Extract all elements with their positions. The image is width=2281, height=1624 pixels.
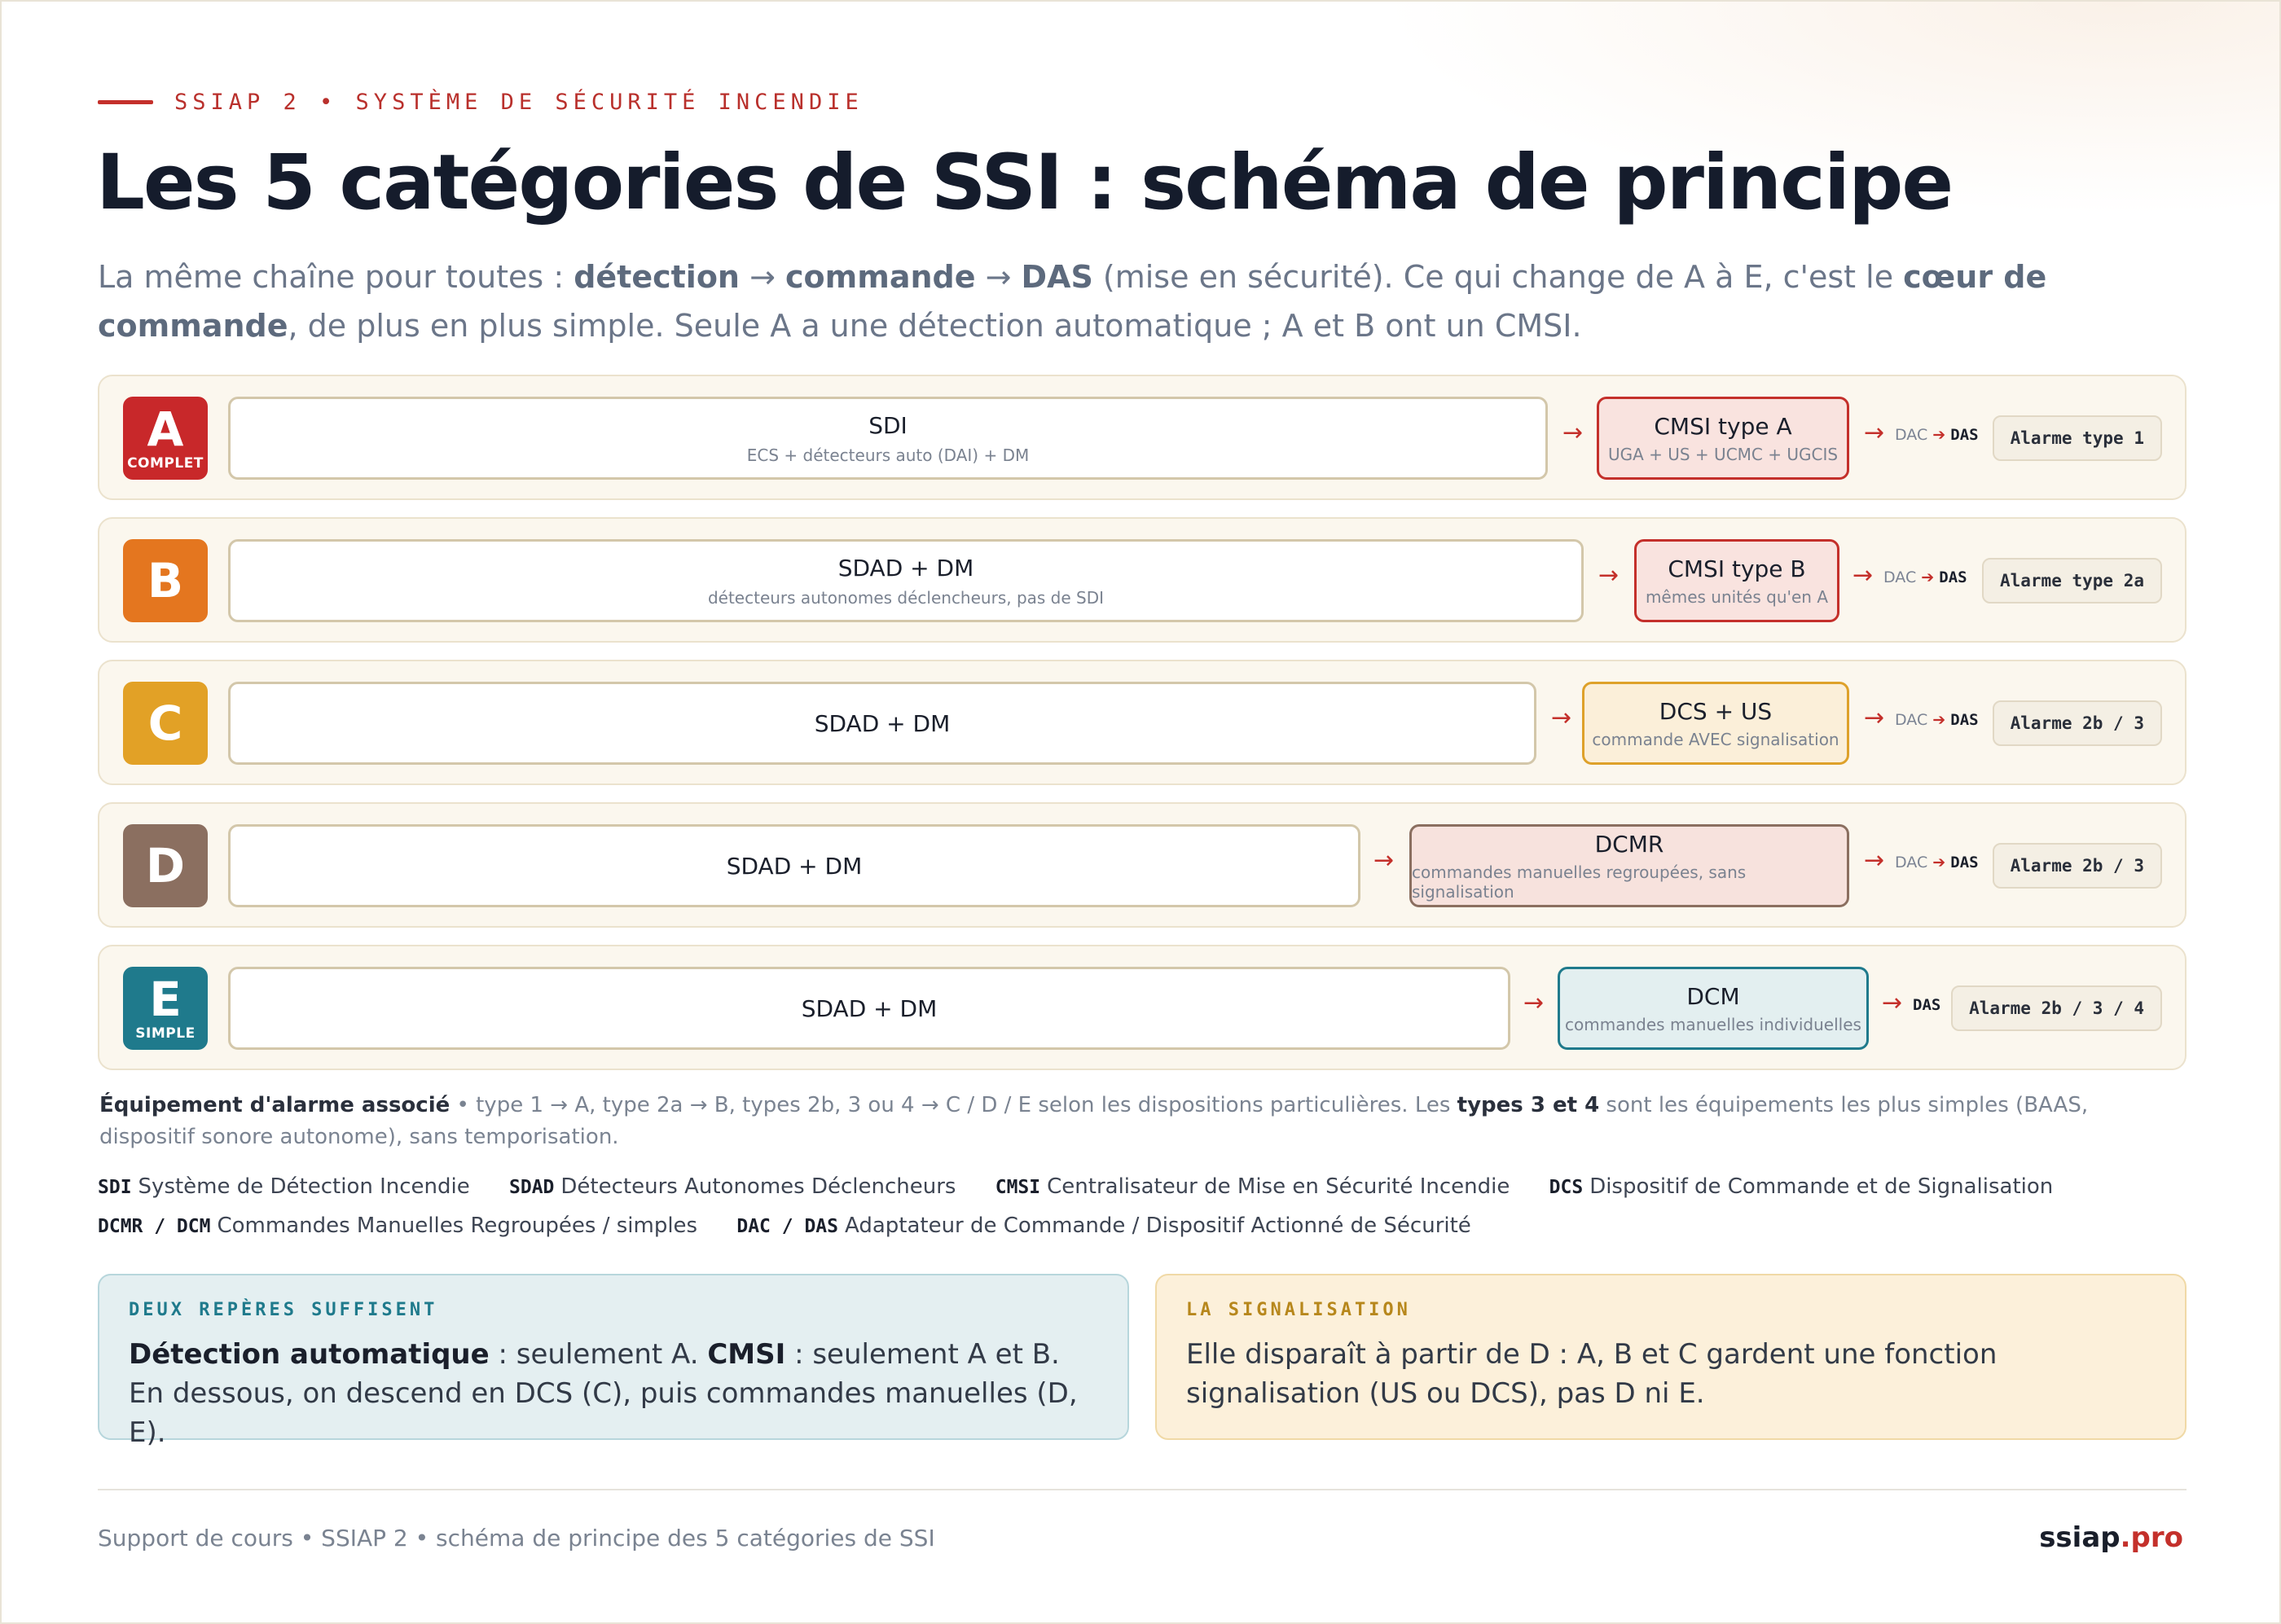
- card-two-benchmarks: [98, 1274, 1129, 1449]
- detection-box: [228, 682, 1536, 765]
- command-box: [1582, 682, 1849, 765]
- command-box: [1597, 397, 1849, 480]
- arrow-icon: →: [1373, 846, 1395, 875]
- category-letter: D: [145, 838, 186, 893]
- category-badge: [123, 397, 208, 480]
- command-desc: commande AVEC signalisation: [1592, 729, 1839, 749]
- dac-das-label: DAC ➔ DAS: [1895, 426, 1979, 444]
- footer-divider: [98, 1489, 2187, 1490]
- glossary-item: DCMR / DCM Commandes Manuelles Regroupées / simples: [98, 1214, 698, 1238]
- detection-title: SDAD + DM: [726, 852, 863, 880]
- alarm-type-tag: Alarme 2b / 3 / 4: [1951, 985, 2162, 1031]
- glossary-item: SDI Système de Détection Incendie: [98, 1174, 470, 1199]
- arrow-icon: →: [1882, 989, 1903, 1017]
- arrow-icon: →: [1523, 989, 1545, 1017]
- card-signalisation: [1155, 1274, 2187, 1440]
- glossary-line-2: [98, 1214, 1504, 1238]
- kicker-text: SSIAP 2 • SYSTÈME DE SÉCURITÉ INCENDIE: [174, 90, 864, 115]
- category-badge: [123, 824, 208, 907]
- category-badge: [123, 539, 208, 622]
- arrow-icon: →: [1864, 704, 1885, 732]
- footer-caption: Support de cours • SSIAP 2 • schéma de principe des 5 catégories de SSI: [98, 1525, 935, 1552]
- arrow-icon: →: [1598, 561, 1620, 590]
- category-letter: A: [147, 402, 184, 457]
- command-desc: commandes manuelles individuelles: [1565, 1014, 1861, 1034]
- card-text: Elle disparaît à partir de D : A, B et C gardent une fonction signalisation (US ou DCS), pas D ni E.: [1186, 1338, 1998, 1410]
- category-row-e: [98, 945, 2187, 1070]
- category-sub: SIMPLE: [135, 1025, 196, 1042]
- detection-title: SDAD + DM: [837, 554, 974, 582]
- detection-title: SDI: [868, 411, 908, 439]
- category-row-c: [98, 660, 2187, 785]
- dac-das-label: DAC ➔ DAS: [1883, 568, 1967, 586]
- glossary-line-1: [98, 1174, 2085, 1199]
- glossary-item: CMSI Centralisateur de Mise en Sécurité Incendie: [995, 1174, 1510, 1199]
- glossary-item: SDAD Détecteurs Autonomes Déclencheurs: [509, 1174, 956, 1199]
- command-title: DCMR: [1594, 830, 1664, 858]
- detection-title: SDAD + DM: [814, 709, 951, 737]
- card-heading: LA SIGNALISATION: [1186, 1300, 1411, 1320]
- arrow-icon: →: [1551, 704, 1572, 732]
- category-badge: [123, 967, 208, 1050]
- category-row-b: [98, 517, 2187, 643]
- arrow-icon: →: [1852, 561, 1874, 590]
- alarm-type-tag: Alarme type 2a: [1982, 558, 2162, 604]
- detection-title: SDAD + DM: [801, 994, 938, 1022]
- command-box: [1409, 824, 1849, 907]
- detection-box: [228, 539, 1584, 622]
- command-box: [1558, 967, 1869, 1050]
- category-letter: B: [147, 553, 184, 608]
- glossary-item: DCS Dispositif de Commande et de Signalisation: [1549, 1174, 2054, 1199]
- category-letter: E: [149, 972, 182, 1027]
- card-heading: DEUX REPÈRES SUFFISENT: [129, 1300, 438, 1320]
- detection-box: [228, 824, 1360, 907]
- card-text: Détection automatique : seulement A. CMSI : seulement A et B. En dessous, on descend en DCS (C), puis commandes manuelles (D, E).: [129, 1338, 1078, 1449]
- command-box: [1634, 539, 1839, 622]
- alarm-type-tag: Alarme 2b / 3: [1993, 843, 2162, 889]
- category-row-a: [98, 375, 2187, 500]
- dac-das-label: DAS: [1913, 996, 1941, 1014]
- lead-paragraph: La même chaîne pour toutes : détection → commande → DAS (mise en sécurité). Ce qui change de A à E, c'est le cœur de commande, de plus en plus simple. Seule A a une détection automatique ; A et B ont un CMSI.: [98, 259, 2047, 344]
- arrow-icon: →: [1864, 419, 1885, 447]
- glossary-item: DAC / DAS Adaptateur de Commande / Dispositif Actionné de Sécurité: [736, 1214, 1471, 1238]
- detection-box: [228, 967, 1510, 1050]
- dac-das-label: DAC ➔ DAS: [1895, 711, 1979, 729]
- category-rows: [98, 375, 2187, 1087]
- alarm-type-tag: Alarme type 1: [1993, 415, 2162, 461]
- detection-box: [228, 397, 1548, 480]
- alarm-type-tag: Alarme 2b / 3: [1993, 700, 2162, 746]
- detection-desc: détecteurs autonomes déclencheurs, pas de SDI: [707, 587, 1105, 608]
- command-title: CMSI type B: [1668, 555, 1806, 582]
- command-desc: UGA + US + UCMC + UGCIS: [1607, 444, 1839, 464]
- brand-logo[interactable]: ssiap.pro: [2039, 1521, 2183, 1554]
- category-row-d: [98, 802, 2187, 928]
- kicker-bar: [98, 100, 153, 104]
- category-letter: C: [147, 696, 183, 751]
- command-desc: commandes manuelles regroupées, sans signalisation: [1412, 862, 1747, 902]
- command-title: DCS + US: [1659, 697, 1773, 725]
- category-badge: [123, 682, 208, 765]
- command-title: CMSI type A: [1654, 412, 1792, 440]
- command-desc: mêmes unités qu'en A: [1645, 586, 1829, 607]
- page-title: Les 5 catégories de SSI : schéma de principe: [96, 138, 1953, 227]
- arrow-icon: →: [1864, 846, 1885, 875]
- kicker: [98, 90, 864, 115]
- command-title: DCM: [1686, 982, 1740, 1010]
- arrow-icon: →: [1562, 419, 1584, 447]
- alarm-equipment-note: Équipement d'alarme associé • type 1 → A, type 2a → B, types 2b, 3 ou 4 → C / D / E selon les dispositions particulières. Les types 3 et 4 sont les équipements les plus simples (BAAS, dispositif sonore autonome), sans temporisation.: [99, 1093, 2089, 1149]
- detection-desc: ECS + détecteurs auto (DAI) + DM: [746, 445, 1030, 465]
- category-sub: COMPLET: [127, 455, 204, 472]
- dac-das-label: DAC ➔ DAS: [1895, 854, 1979, 871]
